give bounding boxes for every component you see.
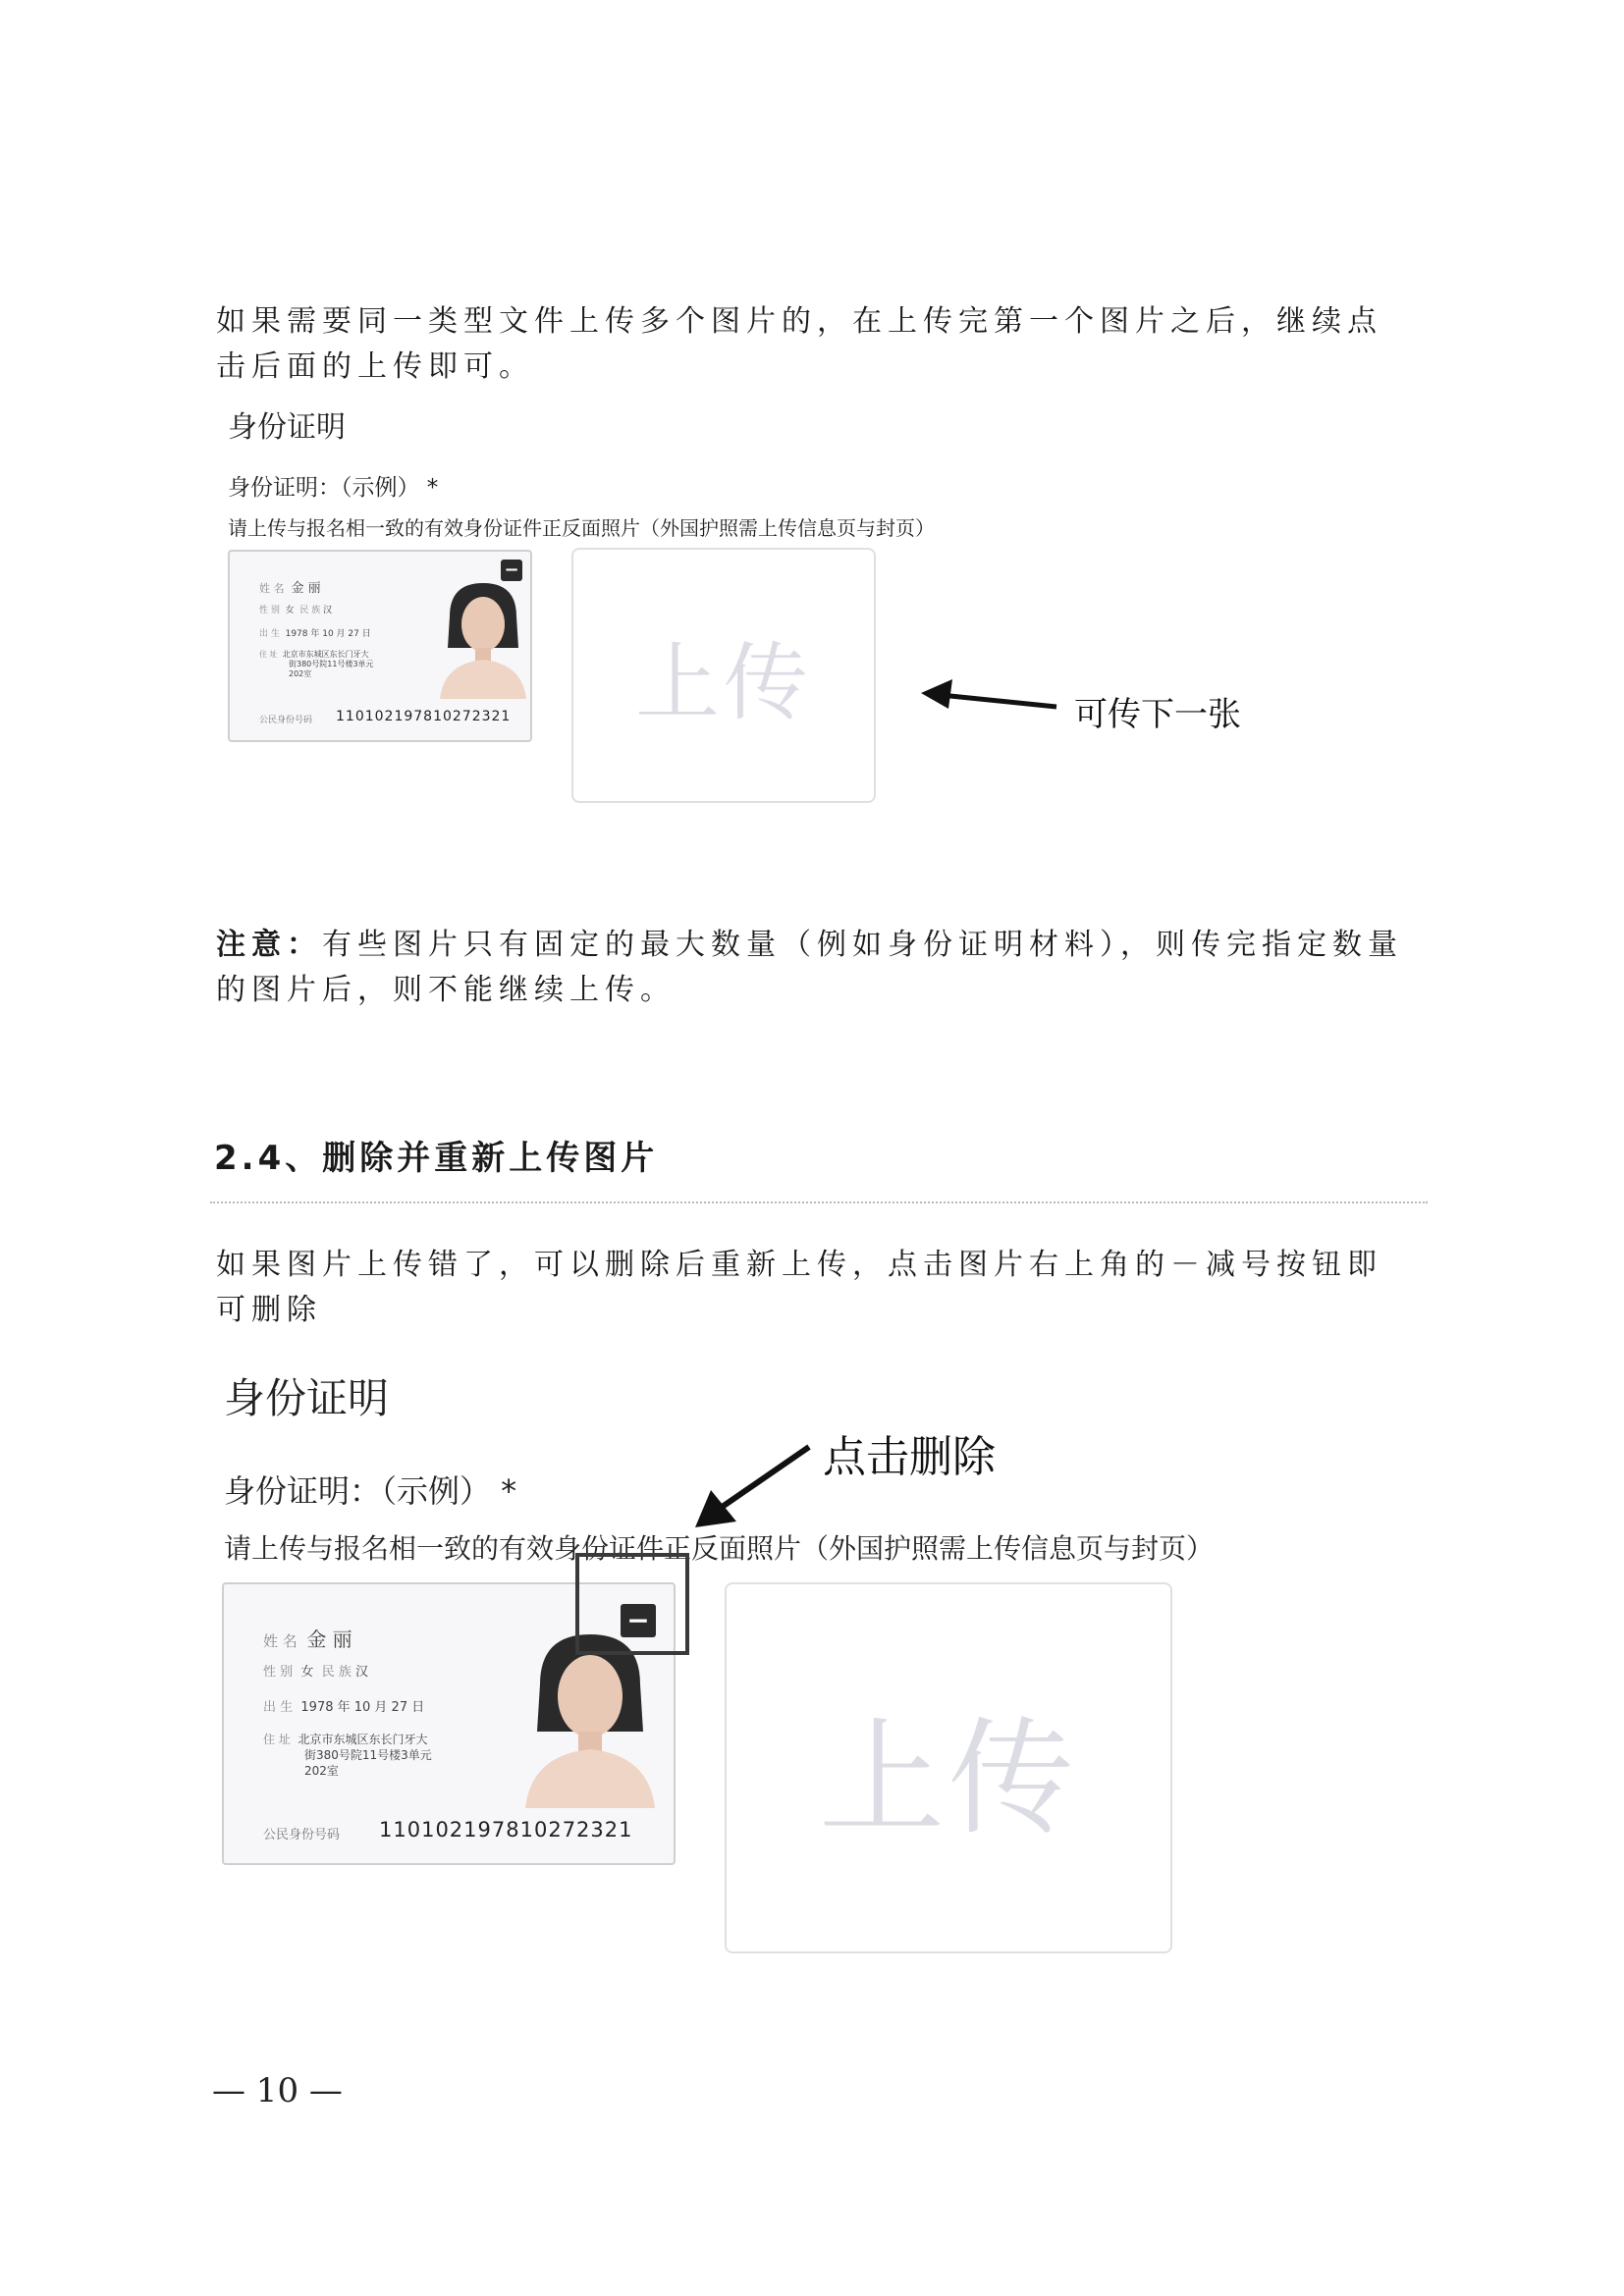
upload-button[interactable] <box>571 548 876 803</box>
id-number-label: 公民身份号码 <box>259 716 313 725</box>
ui-upload-hint: 请上传与报名相一致的有效身份证件正反面照片（外国护照需上传信息页与封页） <box>228 516 935 540</box>
intro-paragraph: 如果需要同一类型文件上传多个图片的，在上传完第一个图片之后，继续点击后面的上传即可。 <box>216 304 1382 384</box>
delete-button[interactable]: − <box>501 560 522 581</box>
upload-button-large[interactable] <box>725 1582 1172 1953</box>
note-paragraph <box>216 923 1414 1013</box>
id-address-row-large: 住 址 北京市东城区东长门牙大 街380号院11号楼3单元 202室 <box>263 1733 432 1778</box>
arrow-pointer-icon <box>687 1439 815 1533</box>
ui-section-title-large: 身份证明 <box>224 1374 390 1422</box>
section-heading: 2.4、删除并重新上传图片 <box>214 1139 659 1178</box>
delete-button-highlight-box <box>575 1553 689 1655</box>
ui-upload-hint-large: 请上传与报名相一致的有效身份证件正反面照片（外国护照需上传信息页与封页） <box>224 1532 1215 1565</box>
page-number: — 10 — <box>212 2071 343 2110</box>
ui-section-title: 身份证明 <box>228 410 346 445</box>
id-portrait <box>436 581 530 699</box>
heading-divider <box>210 1201 1428 1203</box>
id-birth-row-large: 出 生 1978 年 10 月 27 日 <box>263 1700 425 1715</box>
id-name-row: 姓 名 金 丽 <box>259 581 321 596</box>
note-label: 注意： <box>216 928 322 962</box>
id-birth-row: 出 生 1978 年 10 月 27 日 <box>259 629 371 639</box>
ui-field-label-large: 身份证明：（示例） * <box>224 1472 517 1510</box>
delete-button-large[interactable]: − <box>621 1604 656 1637</box>
id-number-large: 110102197810272321 <box>379 1818 633 1842</box>
note-text: 有些图片只有固定的最大数量（例如身份证明材料），则传完指定数量的图片后，则不能继续上传。 <box>216 928 1403 1007</box>
id-number: 110102197810272321 <box>336 709 512 724</box>
id-address-row: 住 址 北京市东城区东长门牙大 街380号院11号楼3单元 202室 <box>259 650 374 678</box>
id-number-label-large: 公民身份号码 <box>263 1828 341 1842</box>
id-card-thumbnail <box>228 550 532 742</box>
id-gender-row-large: 性 别 女 民 族 汉 <box>263 1665 368 1680</box>
upload-label: 上传 <box>635 634 812 732</box>
id-gender-row: 性 别 女 民 族 汉 <box>259 606 333 615</box>
upload-label-large: 上传 <box>818 1706 1078 1852</box>
delete-instructions-paragraph: 如果图片上传错了，可以删除后重新上传，点击图片右上角的－减号按钮即可删除 <box>216 1248 1382 1327</box>
arrow-left-icon <box>919 677 1066 717</box>
ui-field-label: 身份证明：（示例） * <box>228 475 439 501</box>
annotation-click-delete: 点击删除 <box>823 1432 996 1482</box>
annotation-next-upload: 可传下一张 <box>1074 695 1241 734</box>
id-name-row-large: 姓 名 金 丽 <box>263 1628 352 1651</box>
id-portrait-large <box>518 1631 662 1808</box>
